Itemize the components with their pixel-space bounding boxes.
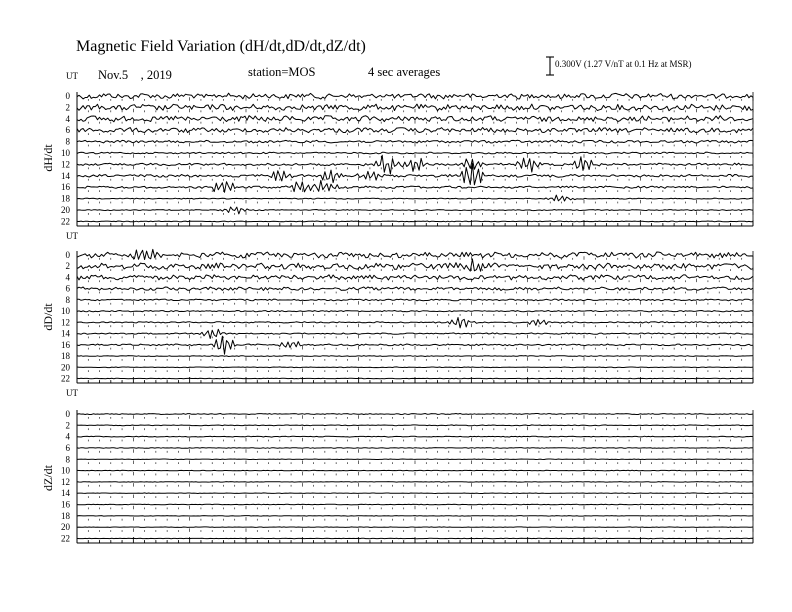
scale-label: 0.300V (1.27 V/nT at 0.1 Hz at MSR) — [555, 59, 692, 69]
panel-axis-label: dD/dt — [41, 303, 55, 331]
hour-label: 12 — [61, 159, 70, 170]
hour-label: 22 — [61, 533, 70, 544]
hour-row — [61, 180, 753, 192]
hour-label: 10 — [61, 465, 70, 476]
hour-label: 6 — [65, 442, 70, 453]
hour-label: 16 — [61, 499, 70, 510]
hour-row — [61, 488, 753, 498]
hour-row — [61, 155, 753, 174]
hour-label: 0 — [65, 409, 70, 419]
hour-label: 12 — [61, 476, 70, 487]
hour-trace — [77, 311, 753, 312]
hour-row — [61, 317, 753, 328]
hour-label: 20 — [61, 362, 70, 373]
hour-row — [61, 306, 753, 316]
panel-dz-dt — [41, 388, 753, 543]
hour-row — [66, 137, 754, 147]
hour-row — [66, 114, 754, 124]
hour-row — [61, 522, 753, 532]
hour-label: 18 — [61, 351, 70, 362]
panel-dh-dt — [41, 71, 753, 226]
hour-row — [61, 466, 753, 476]
hour-label: 18 — [61, 510, 70, 521]
hour-trace — [77, 459, 753, 460]
hour-trace — [77, 504, 753, 505]
hour-label: 2 — [65, 102, 70, 113]
hour-row — [66, 284, 754, 294]
hour-trace — [77, 152, 753, 154]
hour-row — [61, 374, 753, 384]
hour-row — [61, 500, 753, 510]
hour-label: 4 — [65, 272, 70, 283]
hour-trace — [77, 299, 753, 301]
hour-row — [61, 216, 753, 226]
hour-trace — [77, 448, 753, 449]
hour-trace — [77, 527, 753, 528]
hour-label: 4 — [65, 431, 70, 442]
hour-trace — [77, 356, 753, 357]
station-label: station=MOS — [248, 65, 316, 79]
hour-trace — [77, 367, 753, 368]
panels-layer — [41, 71, 753, 543]
hour-row — [61, 533, 753, 543]
hour-row — [66, 432, 754, 442]
hour-label: 14 — [61, 328, 70, 339]
hour-row — [66, 443, 754, 453]
hour-label: 6 — [65, 125, 70, 136]
hour-row — [66, 295, 754, 305]
hour-row — [61, 351, 753, 361]
hour-trace — [77, 336, 753, 354]
hour-label: 12 — [61, 317, 70, 328]
hour-row — [66, 409, 754, 419]
hour-label: 6 — [65, 283, 70, 294]
hour-row — [66, 249, 754, 260]
hour-trace — [77, 155, 753, 174]
hour-trace — [77, 425, 753, 426]
hour-row — [61, 477, 753, 487]
hour-label: 8 — [65, 136, 70, 147]
hour-label: 4 — [65, 113, 70, 124]
hour-row — [66, 420, 754, 430]
hour-row — [66, 125, 754, 135]
hour-trace — [77, 414, 753, 415]
hour-row — [61, 336, 753, 354]
hour-trace — [77, 482, 753, 483]
hour-row — [66, 272, 754, 282]
ut-label: UT — [66, 231, 78, 241]
hour-label: 0 — [65, 91, 70, 101]
hour-label: 16 — [61, 182, 70, 193]
scale-bar — [546, 57, 554, 75]
hour-label: 20 — [61, 205, 70, 216]
hour-label: 8 — [65, 454, 70, 465]
hour-row — [61, 148, 753, 158]
hour-label: 10 — [61, 148, 70, 159]
hour-trace — [77, 516, 753, 517]
panel-axis-label: dH/dt — [41, 144, 55, 172]
hour-row — [61, 205, 753, 215]
hour-row — [66, 259, 754, 271]
hour-label: 22 — [61, 216, 70, 227]
hour-trace — [77, 493, 753, 494]
hour-row — [61, 194, 753, 204]
hour-row — [66, 454, 754, 464]
hour-label: 22 — [61, 373, 70, 384]
hour-trace — [77, 436, 753, 437]
hour-row — [61, 329, 753, 339]
hour-label: 2 — [65, 261, 70, 272]
hour-trace — [77, 470, 753, 471]
panel-axis-label: dZ/dt — [41, 465, 55, 491]
chart-title: Magnetic Field Variation (dH/dt,dD/dt,dZ/dt) — [76, 38, 366, 55]
ut-label: UT — [66, 71, 78, 81]
hour-label: 14 — [61, 170, 70, 181]
hour-row — [66, 102, 754, 112]
hour-trace — [77, 140, 753, 143]
hour-label: 8 — [65, 294, 70, 305]
hour-label: 16 — [61, 339, 70, 350]
date-label: Nov.5 , 2019 — [98, 68, 172, 82]
hour-row — [66, 91, 754, 101]
hour-row — [61, 362, 753, 372]
hour-row — [61, 511, 753, 521]
hour-label: 18 — [61, 193, 70, 204]
hour-label: 0 — [65, 250, 70, 260]
hour-label: 10 — [61, 306, 70, 317]
hour-label: 2 — [65, 420, 70, 431]
hour-label: 14 — [61, 488, 70, 499]
hour-label: 20 — [61, 522, 70, 533]
panel-dd-dt — [41, 231, 753, 384]
averages-label: 4 sec averages — [368, 65, 441, 79]
ut-label: UT — [66, 388, 78, 398]
